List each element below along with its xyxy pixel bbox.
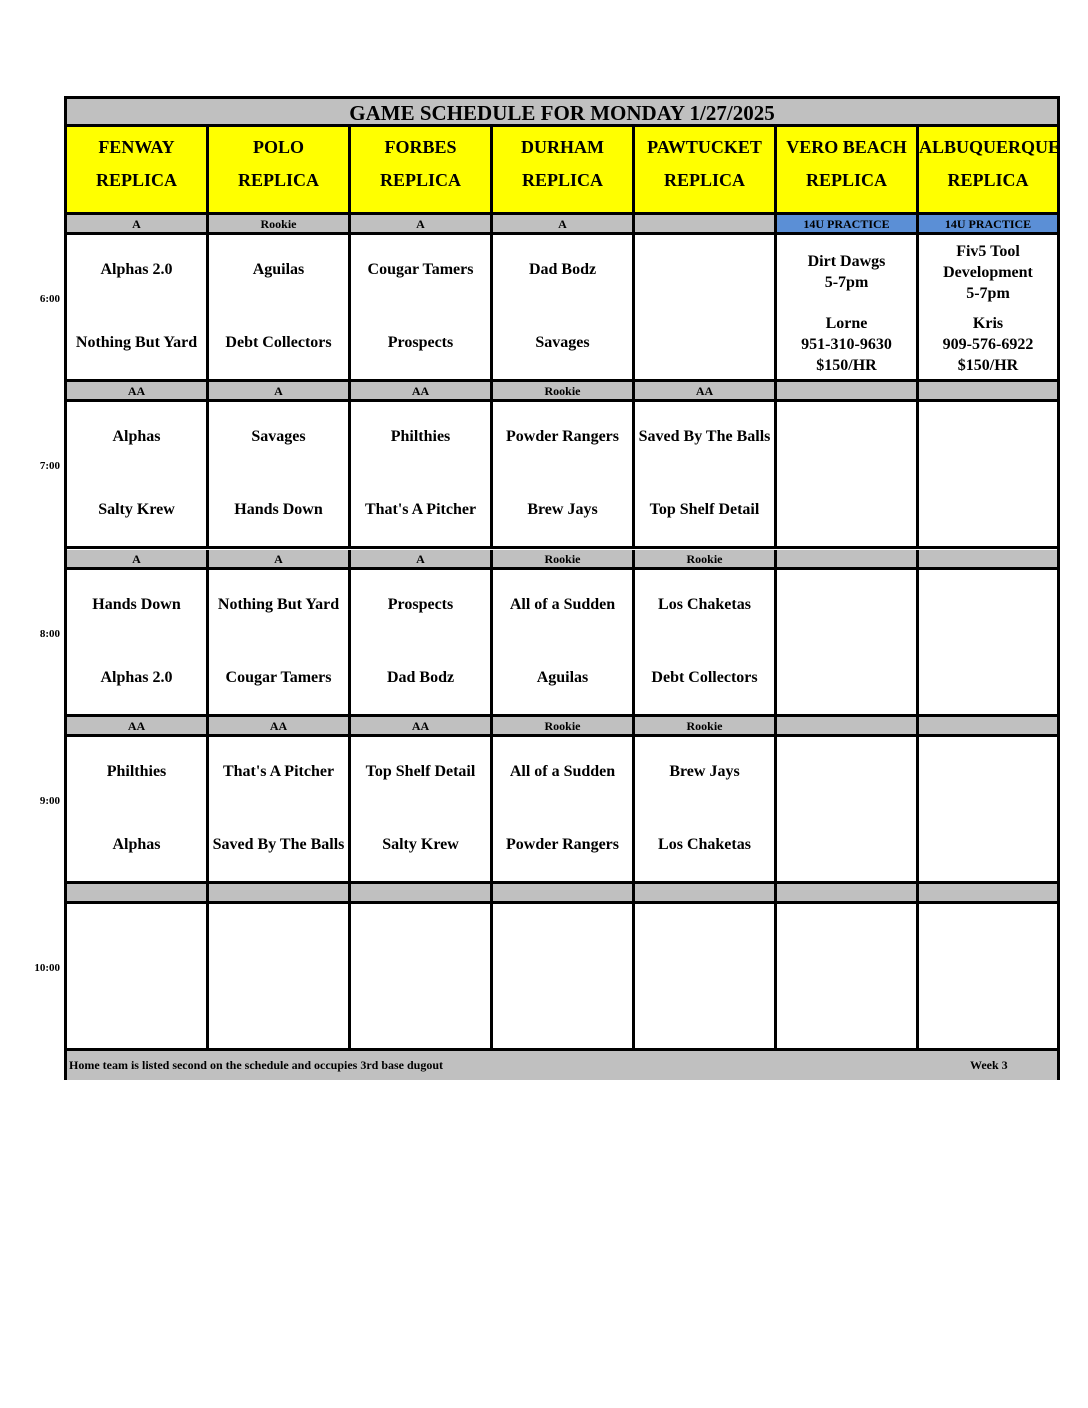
away-team: [493, 908, 632, 968]
game-cell: [209, 402, 351, 549]
division-label: A: [493, 215, 635, 235]
page-title: GAME SCHEDULE FOR MONDAY 1/27/2025: [67, 99, 1057, 127]
field-header: [635, 127, 777, 215]
home-team: Debt Collectors: [651, 668, 758, 686]
footer-note: Home team is listed second on the schedule and occupies 3rd base dugout: [69, 1058, 444, 1072]
game-cell: [209, 570, 351, 717]
away-team: All of a Sudden: [509, 762, 616, 780]
division-label: AA: [635, 382, 777, 402]
game-cell: [209, 904, 351, 1051]
home-team: Brew Jays: [527, 500, 598, 518]
home-team: Debt Collectors: [225, 333, 332, 351]
game-cell: [493, 737, 635, 884]
division-label: [209, 884, 351, 904]
practice-contact-line: 951-310-9630: [801, 335, 892, 353]
division-label: [919, 884, 1057, 904]
away-team: [777, 908, 916, 968]
game-cell: [635, 904, 777, 1051]
away-team: Hands Down: [92, 595, 181, 613]
home-team: Aguilas: [536, 668, 589, 686]
game-cell: [67, 737, 209, 884]
game-cell: [209, 737, 351, 884]
home-team: [919, 814, 1057, 874]
game-cell: [635, 570, 777, 717]
practice-team-line: 5-7pm: [824, 274, 869, 291]
field-name: ALBUQUERQUE: [919, 137, 1061, 157]
away-team: Alphas: [112, 427, 161, 445]
game-cell: [351, 737, 493, 884]
time-label: 8:00: [39, 628, 60, 640]
field-name: FORBES: [384, 137, 457, 157]
division-label: [919, 550, 1057, 570]
home-team: Alphas: [112, 835, 161, 853]
away-team: Aguilas: [252, 260, 305, 278]
away-team: [919, 574, 1057, 634]
game-cell: [351, 235, 493, 382]
field-subtitle: REPLICA: [947, 170, 1029, 190]
division-label: AA: [351, 717, 493, 737]
field-header: [351, 127, 493, 215]
field-subtitle: REPLICA: [379, 170, 461, 190]
away-team: Dad Bodz: [528, 260, 597, 278]
game-cell: [777, 570, 919, 717]
division-label: AA: [67, 382, 209, 402]
game-cell: [777, 402, 919, 549]
game-cell: [493, 235, 635, 382]
game-cell: [635, 402, 777, 549]
division-label: Rookie: [493, 550, 635, 570]
game-cell: [209, 235, 351, 382]
away-team: [919, 406, 1057, 466]
division-label: Rookie: [493, 717, 635, 737]
field-name: FENWAY: [98, 137, 175, 157]
practice-contact-line: $150/HR: [957, 356, 1019, 374]
away-team: [777, 741, 916, 801]
division-label: A: [351, 215, 493, 235]
division-label: [67, 884, 209, 904]
home-team: Dad Bodz: [386, 668, 455, 686]
away-team: Cougar Tamers: [367, 260, 474, 278]
home-team: [919, 479, 1057, 539]
home-team: Saved By The Balls: [212, 835, 345, 853]
practice-team-line: Dirt Dawgs: [807, 253, 886, 270]
home-team: Nothing But Yard: [75, 333, 198, 351]
home-team: [351, 981, 490, 1041]
home-team: [493, 981, 632, 1041]
game-cell: [493, 904, 635, 1051]
away-team: Philthies: [106, 762, 167, 780]
field-header: [777, 127, 919, 215]
time-label: 9:00: [39, 795, 60, 807]
division-label: [919, 382, 1057, 402]
game-cell: [67, 235, 209, 382]
division-label: AA: [351, 382, 493, 402]
home-team: Prospects: [387, 333, 454, 351]
field-subtitle: REPLICA: [521, 170, 603, 190]
time-label: 10:00: [34, 962, 60, 974]
game-cell: [777, 904, 919, 1051]
home-team: [635, 312, 774, 372]
home-team: [67, 981, 206, 1041]
away-team: Top Shelf Detail: [365, 762, 476, 780]
game-cell: [67, 904, 209, 1051]
game-cell: [919, 235, 1057, 382]
game-cell: [919, 737, 1057, 884]
division-label: Rookie: [635, 717, 777, 737]
week-label: Week 3: [970, 1058, 1008, 1072]
field-subtitle: REPLICA: [805, 170, 887, 190]
division-label: 14U PRACTICE: [919, 215, 1057, 235]
field-name: DURHAM: [521, 137, 604, 157]
game-cell: [493, 570, 635, 717]
home-team: Salty Krew: [382, 835, 459, 853]
division-label: Rookie: [493, 382, 635, 402]
field-subtitle: REPLICA: [237, 170, 319, 190]
division-label: [777, 884, 919, 904]
division-label: A: [209, 382, 351, 402]
practice-contact: [919, 311, 1057, 377]
away-team: [635, 239, 774, 299]
practice-contact: [777, 311, 916, 377]
practice-team: [777, 239, 916, 305]
game-cell: [777, 235, 919, 382]
division-label: 14U PRACTICE: [777, 215, 919, 235]
away-team: [209, 908, 348, 968]
home-team: [777, 479, 916, 539]
footer-bar: [67, 1051, 1057, 1080]
field-header: [209, 127, 351, 215]
game-cell: [635, 235, 777, 382]
home-team: Powder Rangers: [505, 835, 620, 853]
home-team: Savages: [535, 333, 590, 351]
practice-contact-line: 909-576-6922: [942, 335, 1034, 353]
game-cell: [67, 402, 209, 549]
field-subtitle: REPLICA: [95, 170, 177, 190]
division-label: [493, 884, 635, 904]
division-label: AA: [209, 717, 351, 737]
away-team: That's A Pitcher: [222, 762, 335, 780]
away-team: Saved By The Balls: [638, 427, 771, 445]
away-team: [919, 908, 1057, 968]
division-label: A: [351, 550, 493, 570]
practice-team-line: Development: [943, 263, 1033, 281]
home-team: Alphas 2.0: [100, 668, 173, 686]
field-header: [919, 127, 1061, 215]
away-team: All of a Sudden: [509, 595, 616, 613]
away-team: Brew Jays: [669, 762, 740, 780]
division-label: [777, 382, 919, 402]
away-team: [351, 908, 490, 968]
division-label: [635, 215, 777, 235]
field-header: [493, 127, 635, 215]
game-cell: [919, 904, 1057, 1051]
time-label: 7:00: [39, 460, 60, 472]
division-label: Rookie: [209, 215, 351, 235]
home-team: [919, 647, 1057, 707]
division-label: Rookie: [635, 550, 777, 570]
division-label: A: [209, 550, 351, 570]
home-team: [777, 814, 916, 874]
field-name: PAWTUCKET: [647, 137, 762, 157]
game-cell: [919, 402, 1057, 549]
game-cell: [351, 904, 493, 1051]
division-label: [351, 884, 493, 904]
schedule-table: [64, 96, 1060, 1080]
field-header: [67, 127, 209, 215]
home-team: [777, 647, 916, 707]
practice-team-line: 5-7pm: [966, 284, 1010, 302]
home-team: [777, 981, 916, 1041]
home-team: [209, 981, 348, 1041]
home-team: Top Shelf Detail: [649, 500, 760, 518]
home-team: Los Chaketas: [658, 835, 751, 853]
home-team: Cougar Tamers: [225, 668, 332, 686]
away-team: [919, 741, 1057, 801]
practice-team-line: Fiv5 Tool: [956, 242, 1020, 260]
practice-contact-line: Kris: [972, 314, 1004, 332]
game-cell: [777, 737, 919, 884]
game-cell: [67, 570, 209, 717]
away-team: Powder Rangers: [505, 427, 620, 445]
home-team: Salty Krew: [98, 500, 175, 518]
time-label: 6:00: [39, 293, 60, 305]
field-name: VERO BEACH: [786, 137, 907, 157]
practice-contact-line: Lorne: [825, 314, 868, 332]
division-label: [777, 550, 919, 570]
division-label: [919, 717, 1057, 737]
division-label: A: [67, 215, 209, 235]
away-team: Los Chaketas: [658, 595, 751, 613]
division-label: [635, 884, 777, 904]
game-cell: [635, 737, 777, 884]
away-team: [777, 574, 916, 634]
practice-team: [919, 239, 1057, 305]
practice-contact-line: $150/HR: [816, 356, 877, 374]
game-cell: [351, 402, 493, 549]
home-team: [635, 981, 774, 1041]
away-team: [67, 908, 206, 968]
away-team: [777, 406, 916, 466]
division-label: [777, 717, 919, 737]
game-cell: [351, 570, 493, 717]
away-team: Savages: [251, 427, 306, 445]
game-cell: [919, 570, 1057, 717]
away-team: [635, 908, 774, 968]
game-cell: [493, 402, 635, 549]
away-team: Philthies: [390, 427, 451, 445]
field-subtitle: REPLICA: [663, 170, 745, 190]
home-team: Hands Down: [234, 500, 323, 518]
away-team: Alphas 2.0: [100, 260, 173, 278]
division-label: AA: [67, 717, 209, 737]
away-team: Nothing But Yard: [217, 595, 340, 613]
field-name: POLO: [252, 137, 304, 157]
home-team: [919, 981, 1057, 1041]
division-label: A: [67, 550, 209, 570]
away-team: Prospects: [387, 595, 454, 613]
home-team: That's A Pitcher: [364, 500, 477, 518]
